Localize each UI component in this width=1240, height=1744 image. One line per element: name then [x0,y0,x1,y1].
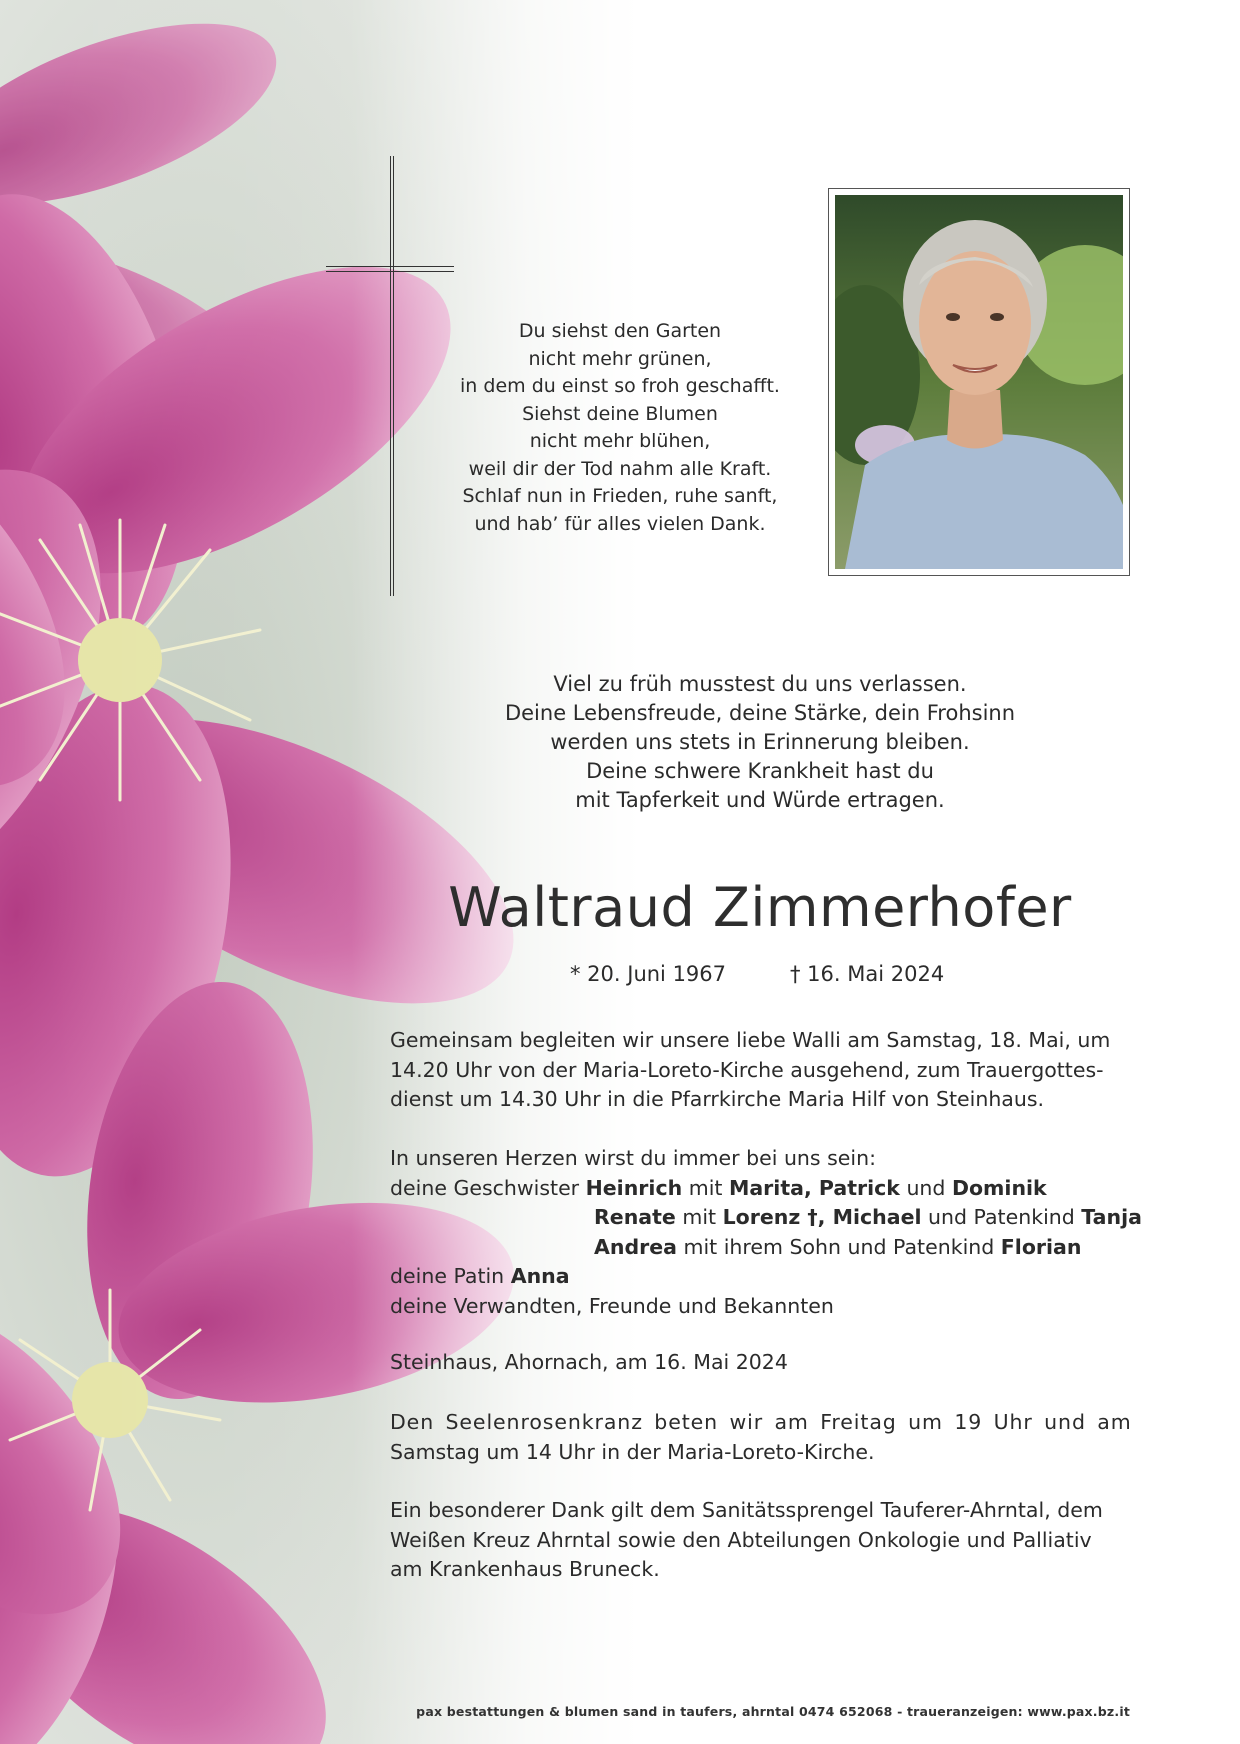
mourners-intro: In unseren Herzen wirst du immer bei uns sein: [390,1146,877,1170]
poem-line: nicht mehr blühen, [529,430,711,452]
portrait-photo [835,195,1123,569]
connector-text: mit ihrem Sohn und Patenkind [676,1234,1001,1259]
poem-line: und hab’ für alles vielen Dank. [474,512,766,535]
connector-text: mit [682,1175,729,1200]
thanks-line: Weißen Kreuz Ahrntal sowie den Abteilungen Onkologie und Palliativ [390,1527,1092,1552]
mourners-list [390,1144,1142,1321]
sibling-name: Heinrich [585,1175,683,1200]
footer-undertaker: pax bestattungen & blumen sand in taufers, ahrntal 0474 652068 - traueranzeigen: www.pax.bz.it [416,1704,1130,1719]
family-names: Tanja [1081,1205,1142,1229]
thanks-line: am Krankenhaus Bruneck. [390,1557,660,1581]
sibling-name: Andrea [594,1234,677,1259]
siblings-row [390,1174,1130,1204]
funeral-announcement [390,1026,1130,1115]
godmother-row [390,1262,1130,1292]
tribute-line: Viel zu früh musstest du uns verlassen. [553,672,967,696]
deceased-name: Waltraud Zimmerhofer [448,876,1072,939]
sibling-name: Renate [594,1205,676,1229]
rosary-line: Den Seelenrosenkranz beten wir am Freitag um 19 Uhr und am [390,1410,1132,1434]
poem-line: Du siehst den Garten [518,320,722,342]
place-date [390,1348,1130,1378]
family-names: Florian [1000,1234,1082,1259]
poem-line: Schlaf nun in Frieden, ruhe sanft, [462,485,778,507]
relatives-row: deine Verwandten, Freunde und Bekannten [390,1293,834,1318]
tribute-line: Deine Lebensfreude, deine Stärke, dein Frohsinn [504,701,1016,725]
family-names: Lorenz †, Michael [722,1205,922,1229]
siblings-row [390,1203,1142,1233]
poem-line: weil dir der Tod nahm alle Kraft. [468,457,772,480]
poem-line: nicht mehr grünen, [528,347,712,370]
connector-text: und Patenkind [921,1205,1082,1229]
funeral-line: 14.20 Uhr von der Maria-Loreto-Kirche ausgehend, zum Trauergottes- [390,1057,1104,1082]
poem [420,318,820,538]
funeral-line: dienst um 14.30 Uhr in die Pfarrkirche Maria Hilf von Steinhaus. [390,1087,1045,1111]
place-date-text: Steinhaus, Ahornach, am 16. Mai 2024 [390,1350,788,1374]
cross-icon-bar [326,266,454,272]
thanks-text [390,1496,1130,1585]
tribute-line: Deine schwere Krankheit hast du [586,759,934,783]
tribute-line: werden uns stets in Erinnerung bleiben. [550,730,970,754]
connector-text: mit [675,1205,723,1229]
poem-line: Siehst deine Blumen [522,402,718,425]
siblings-prefix: deine Geschwister [390,1175,586,1200]
funeral-line: Gemeinsam begleiten wir unsere liebe Walli am Samstag, 18. Mai, um [390,1028,1111,1052]
death-date: † 16. Mai 2024 [790,962,945,986]
cross-icon [390,156,394,596]
godmother-prefix: deine Patin [390,1264,511,1288]
godmother-name: Anna [510,1264,570,1288]
connector-text: und [899,1175,952,1200]
family-names: Marita, Patrick [728,1175,900,1200]
poem-line: in dem du einst so froh geschafft. [460,375,780,397]
thanks-line: Ein besonderer Dank gilt dem Sanitätssprengel Tauferer-Ahrntal, dem [390,1498,1103,1522]
birth-date: * 20. Juni 1967 [570,962,727,986]
siblings-row [390,1233,1130,1263]
tribute-text [460,670,1060,815]
tribute-line: mit Tapferkeit und Würde ertragen. [575,788,945,812]
rosary-line: Samstag um 14 Uhr in der Maria-Loreto-Kirche. [390,1439,875,1464]
portrait-photo-frame [828,188,1130,576]
rosary-info [390,1408,1130,1467]
family-names: Dominik [951,1175,1047,1200]
